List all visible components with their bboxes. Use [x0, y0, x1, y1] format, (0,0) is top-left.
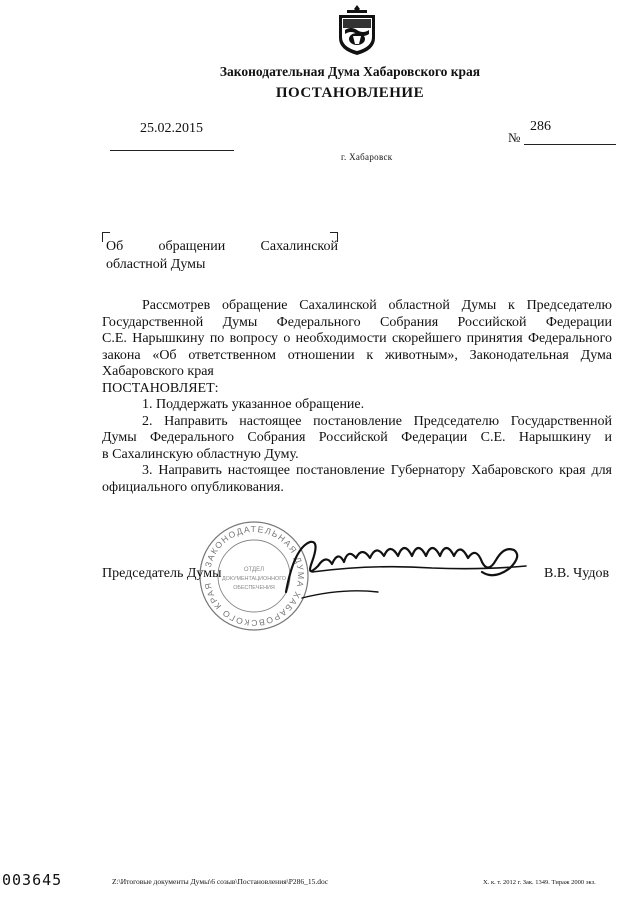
footer-file-path: Z:\Итоговые документы Думы\6 созыв\Постановления\P286_15.doc — [112, 877, 329, 886]
signature-label: Председатель Думы — [102, 566, 222, 581]
handwritten-signature — [282, 528, 530, 604]
document-type: ПОСТАНОВЛЕНИЕ — [275, 85, 425, 101]
item-2-line: Думы Федерального Собрания Российской Федерации С.Е. Нарышкину и — [102, 430, 612, 445]
item-2-line: в Сахалинскую областную Думу. — [102, 446, 299, 462]
coat-of-arms-emblem — [333, 4, 381, 56]
item-3-line: 3. Направить настоящее постановление Губернатору Хабаровского края для — [142, 463, 612, 478]
document-date: 25.02.2015 — [140, 121, 203, 136]
subject-word: обращении — [158, 239, 226, 254]
intro-line: Государственной Думы Федерального Собрания Российской Федерации — [102, 314, 612, 330]
intro-line: С.Е. Нарышкину по вопросу о необходимости скорейшего принятия Федерального — [102, 331, 612, 346]
footer-print-info: Х. к. т. 2012 г. Зак. 1349. Тираж 2000 экз. — [483, 879, 596, 886]
subject-block — [106, 238, 338, 274]
subject-word: Сахалинской — [260, 239, 338, 254]
stamp-center-line: ДОКУМЕНТАЦИОННОГО — [222, 576, 286, 582]
item-3-line: официального опубликования. — [102, 479, 284, 495]
subject-word: Об — [106, 239, 124, 254]
stamp-center-line: ОТДЕЛ — [243, 567, 265, 573]
city-name: г. Хабаровск — [341, 152, 393, 162]
intro-line: Хабаровского края — [102, 364, 214, 379]
organization-name: Законодательная Дума Хабаровского края — [219, 64, 481, 79]
stamp-ring-text: ЗАКОНОДАТЕЛЬНАЯ ДУМА ХАБАРОВСКОГО КРАЯ — [202, 523, 307, 629]
subject-line-2: областной Думы — [106, 257, 206, 272]
item-1: 1. Поддержать указанное обращение. — [142, 397, 365, 412]
item-2-line: 2. Направить настоящее постановление Председателю Государственной — [142, 413, 612, 429]
signatory-name: В.В. Чудов — [544, 566, 610, 581]
document-body — [102, 298, 612, 496]
number-underline — [524, 144, 616, 145]
number-sign: № — [508, 130, 521, 145]
document-number: 286 — [530, 119, 551, 134]
stamp-center-line: ОБЕСПЕЧЕНИЯ — [233, 585, 275, 591]
intro-line: Рассмотрев обращение Сахалинской областной Думы к Председателю — [142, 298, 612, 313]
footer-document-number: 003645 — [2, 871, 63, 889]
date-underline — [110, 150, 234, 151]
intro-line: закона «Об ответственном отношении к животным», Законодательная Дума — [102, 347, 612, 363]
resolves-heading: ПОСТАНОВЛЯЕТ: — [102, 380, 219, 396]
